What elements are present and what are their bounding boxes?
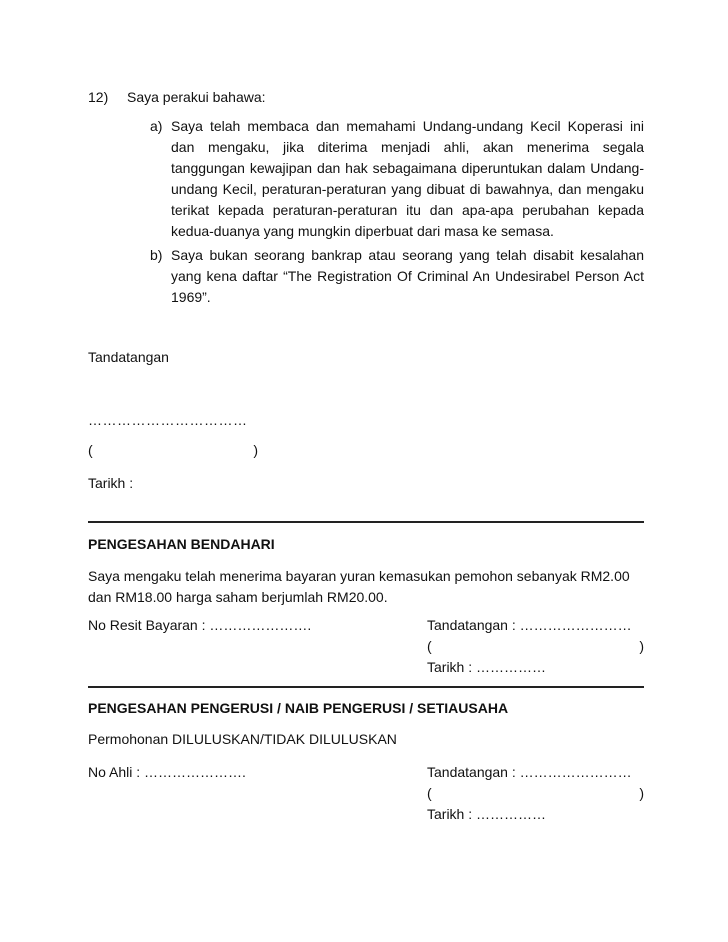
applicant-name-close-paren: ) bbox=[253, 442, 258, 458]
chairman-name-brackets bbox=[427, 783, 644, 804]
treasurer-signature-label: Tandatangan : …………………… bbox=[427, 617, 632, 633]
treasurer-signature-block bbox=[427, 615, 644, 678]
clause-item-b-text: Saya bukan seorang bankrap atau seorang yang telah disabit kesalahan yang kena daftar “The Registration Of Criminal An Undesirabel Person Act 1969”. bbox=[171, 247, 644, 305]
applicant-signature-line: …………………………… bbox=[88, 412, 248, 428]
chairman-close-paren: ) bbox=[639, 785, 644, 801]
chairman-signature-label: Tandatangan : …………………… bbox=[427, 764, 632, 780]
treasurer-date-label: Tarikh : …………… bbox=[427, 659, 547, 675]
clause-item-b bbox=[150, 245, 644, 308]
applicant-name-open-paren: ( bbox=[88, 442, 93, 458]
chairman-heading: PENGESAHAN PENGERUSI / NAIB PENGERUSI / SETIAUSAHA bbox=[88, 700, 509, 716]
applicant-signature-label: Tandatangan bbox=[88, 349, 169, 365]
treasurer-close-paren: ) bbox=[639, 638, 644, 654]
clause-item-b-label: b) bbox=[150, 247, 163, 263]
chairman-paragraph: Permohonan DILULUSKAN/TIDAK DILULUSKAN bbox=[88, 731, 397, 747]
clause-lead-text: Saya perakui bahawa: bbox=[127, 89, 266, 105]
treasurer-open-paren: ( bbox=[427, 638, 432, 654]
receipt-number-label: No Resit Bayaran : …………………. bbox=[88, 617, 312, 633]
section-divider-treasurer bbox=[88, 521, 644, 523]
clause-number: 12) bbox=[88, 89, 109, 105]
applicant-name-brackets bbox=[88, 440, 258, 461]
chairman-signature-block bbox=[427, 762, 644, 825]
treasurer-heading: PENGESAHAN BENDAHARI bbox=[88, 536, 275, 552]
clause-item-a-label: a) bbox=[150, 118, 163, 134]
chairman-date-label: Tarikh : …………… bbox=[427, 806, 547, 822]
chairman-open-paren: ( bbox=[427, 785, 432, 801]
section-divider-chairman bbox=[88, 686, 644, 688]
member-number-label: No Ahli : …………………. bbox=[88, 764, 246, 780]
treasurer-paragraph: Saya mengaku telah menerima bayaran yuran kemasukan pemohon sebanyak RM2.00 dan RM18.00 harga saham berjumlah RM20.00. bbox=[88, 568, 630, 605]
clause-item-a-text: Saya telah membaca dan memahami Undang-undang Kecil Koperasi ini dan mengaku, jika diterima menjadi ahli, akan menerima segala tanggungan kewajipan dan hak sebagaimana diperuntukan dalam Undang-undang Kecil, peraturan-peraturan yang dibuat di bawahnya, dan mengaku terikat kepada peraturan-peraturan itu dan apa-apa perubahan kepada kedua-duanya yang mungkin diperbuat dari masa ke semasa. bbox=[171, 118, 644, 239]
applicant-date-label: Tarikh : bbox=[88, 475, 134, 491]
treasurer-name-brackets bbox=[427, 636, 644, 657]
clause-item-a bbox=[150, 116, 644, 242]
